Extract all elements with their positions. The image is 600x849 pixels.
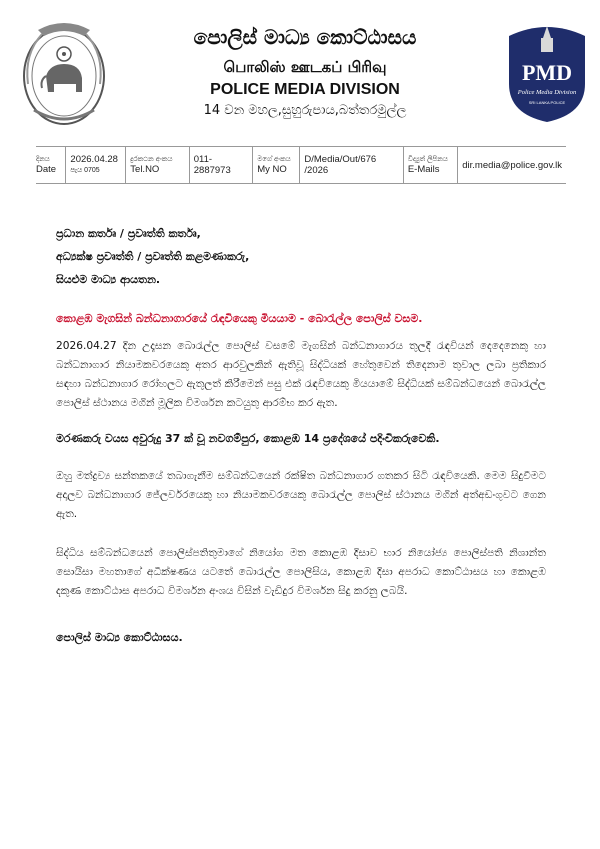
police-emblem-icon <box>18 14 110 132</box>
recipient-line: සියළුම මාධ්‍ය ආයතන. <box>56 273 161 286</box>
my-no-label: මගේ අංකය My NO <box>253 147 300 183</box>
my-no-value: D/Media/Out/676 /2026 <box>300 147 403 183</box>
press-release-body <box>56 222 546 645</box>
date-label: දිනය Date <box>36 147 66 183</box>
signature: පොලිස් මාධ්‍ය කොට්ඨාසය. <box>56 631 183 644</box>
tel-label: දුරකථන අංකය Tel.NO <box>126 147 189 183</box>
date-value: 2026.04.28 පැය 0705 <box>66 147 126 183</box>
paragraph-investigation: සිද්ධිය සම්බන්ධයෙන් පොලිස්පතිතුමාගේ නියෝග මත කොළඹ දිසාව භාර නියෝජ්‍ය පොලිස්පති නිශාන්ත සොයිසා මහතාගේ අධීක්ෂණය යටතේ බොරැල්ල පොලිසිය, කොළඹ දිසා අපරාධ කොට්ඨාසය හා කොළඹ දකුණ කොට්ඨාස අපරාධ විමර්ශන අංශය විසින් වැඩිදුර විමර්ශන සිදු කරනු ලබයි. <box>56 547 546 597</box>
letterhead <box>0 0 600 140</box>
email-value: dir.media@police.gov.lk <box>462 159 562 171</box>
paragraph-incident: 2026.04.27 දින උදෑසන බොරැල්ල පොලිස් වසමේ මැගසින් බන්ධනාගාරය තුලදී රැඳවියන් දෙදෙනෙකු හා බන්ධනාගාර නියාමකවරයෙකු අතර ආරවුලකින් ඇතිවූ සිද්ධියක් හේතුවෙන් තිදෙනාම තුවාල ලබා ප්‍රතිකාර සඳහා බන්ධනාගාර රෝහලට ඇතුලත් කිරීමෙන් පසු එක් රැඳවියෙකු මියයාමේ සිද්ධියක් සම්බන්ධයෙන් බොරැල්ල පොලිස් ස්ථානය මගින් මූලික විමර්ශන කටයුතු ආරම්භ කර ඇත. <box>56 340 546 409</box>
pmd-logo-text: PMD <box>521 60 573 85</box>
title-sinhala: පොලිස් මාධ්‍ය කොට්ඨාසය <box>193 25 417 49</box>
subject-heading: කොළඹ මැගසින් බන්ධනාගාරයේ රැඳවියෙකු මියයාම - බොරැල්ල පොලිස් වසම. <box>56 312 423 325</box>
reference-info-bar <box>36 146 566 184</box>
letterhead-titles <box>120 24 490 120</box>
paragraph-arrests: ඔහු මත්ද්‍රව්‍ය සන්තකයේ තබාගැනීම සම්බන්ධයෙන් රක්ෂිත බන්ධනාගාර ගතකර සිටි රැඳවියෙකි. මෙම සිදුවීමට අදාලව බන්ධනාගාර ජේලර්වරයෙකු හා නියාමකවරයෙකු බොරැල්ල පොලිස් ස්ථානය මගින් අත්අඩංගුවට ගෙන ඇත. <box>56 470 546 520</box>
tel-value: 011-2887973 <box>190 147 253 183</box>
title-english: POLICE MEDIA DIVISION <box>210 81 400 98</box>
office-address: 14 වන මහල,සුහුරුපාය,බත්තරමුල්ල <box>203 103 407 118</box>
email-label: විද්‍යුත් ලිපිනය E-Mails <box>404 147 458 183</box>
deceased-details: මරණකරු වයස අවුරුදු 37 ක් වූ නවගම්පුර, කොළඹ 14 ප්‍රදේශයේ පදිංචිකරුවෙකි. <box>56 432 440 445</box>
recipient-line: ප්‍රධාන කර්තෘ / ප්‍රවෘත්ති කර්තෘ, <box>56 227 201 240</box>
pmd-logo-subtext: Police Media Division <box>517 89 577 96</box>
title-tamil: பொலிஸ் ஊடகப் பிரிவு <box>223 58 387 76</box>
pmd-badge-icon <box>507 18 587 124</box>
pmd-logo-country: SRI LANKA POLICE <box>528 100 566 105</box>
recipient-line: අධ්‍යක්ෂ ප්‍රවෘත්ති / ප්‍රවෘත්ති කළමණාකරු, <box>56 250 250 263</box>
